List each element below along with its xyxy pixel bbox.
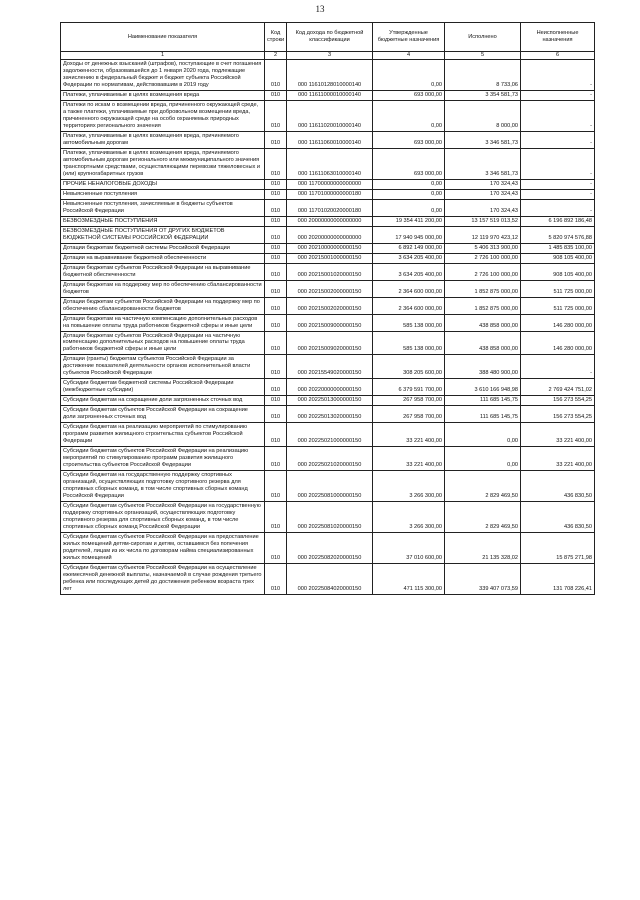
row-unexecuted: - bbox=[521, 131, 595, 148]
row-line-code: 010 bbox=[265, 226, 287, 243]
row-approved: 3 266 300,00 bbox=[373, 471, 445, 502]
row-executed: 2 829 469,50 bbox=[445, 471, 521, 502]
row-name: Субсидии бюджетам на государственную поддержку спортивных организаций, осуществляющих подготовку спортивного резерва для спортивных сборных команд, в том числе спортивных сборных команд Российской Федерации bbox=[61, 471, 265, 502]
row-unexecuted: 908 105 400,00 bbox=[521, 263, 595, 280]
table-row bbox=[61, 243, 595, 253]
row-approved: 2 364 600 000,00 bbox=[373, 280, 445, 297]
row-executed: 3 610 166 948,98 bbox=[445, 379, 521, 396]
row-approved: 33 221 400,00 bbox=[373, 447, 445, 471]
row-unexecuted: 146 280 000,00 bbox=[521, 331, 595, 355]
table-row bbox=[61, 253, 595, 263]
row-budget-code: 000 11701000000000180 bbox=[287, 189, 373, 199]
row-executed: 111 685 145,75 bbox=[445, 396, 521, 406]
row-name: Дотации бюджетам на поддержку мер по обеспечению сбалансированности бюджетов bbox=[61, 280, 265, 297]
row-unexecuted: 908 105 400,00 bbox=[521, 253, 595, 263]
row-name: Платежи по искам о возмещении вреда, причиненного окружающей среде, а также платежи, уплачиваемые при добровольном возмещении вреда, причиненного окружающей среде на особо охраняемых природных территориях регионального значения bbox=[61, 100, 265, 131]
row-budget-code: 000 20215002000000150 bbox=[287, 280, 373, 297]
row-executed: 2 726 100 000,00 bbox=[445, 263, 521, 280]
row-budget-code: 000 11700000000000000 bbox=[287, 179, 373, 189]
row-name: Невыясненные поступления bbox=[61, 189, 265, 199]
row-name: Субсидии бюджетам субъектов Российской Федерации на государственную поддержку спортивных организаций, осуществляющих подготовку спортивного резерва для спортивных сборных команд, в том числе спортивных сборных команд Российской Федерации bbox=[61, 502, 265, 533]
row-executed: 0,00 bbox=[445, 447, 521, 471]
row-approved: 17 940 945 000,00 bbox=[373, 226, 445, 243]
header-unexecuted: Неисполненные назначения bbox=[521, 23, 595, 52]
row-unexecuted: 33 221 400,00 bbox=[521, 423, 595, 447]
row-budget-code: 000 20215001000000150 bbox=[287, 253, 373, 263]
row-name: Дотации бюджетам субъектов Российской Федерации на поддержку мер по обеспечению сбалансированности бюджетов bbox=[61, 297, 265, 314]
row-budget-code: 000 20215009020000150 bbox=[287, 331, 373, 355]
row-executed: 388 480 900,00 bbox=[445, 355, 521, 379]
row-name: Дотации на выравнивание бюджетной обеспеченности bbox=[61, 253, 265, 263]
column-number: 3 bbox=[287, 52, 373, 60]
row-unexecuted: - bbox=[521, 60, 595, 91]
row-executed: 0,00 bbox=[445, 423, 521, 447]
table-row bbox=[61, 564, 595, 595]
row-approved: 0,00 bbox=[373, 60, 445, 91]
table-row bbox=[61, 379, 595, 396]
header-approved: Утвержденные бюджетные назначения bbox=[373, 23, 445, 52]
row-budget-code: 000 20215001020000150 bbox=[287, 263, 373, 280]
table-row bbox=[61, 100, 595, 131]
row-executed: 5 406 313 900,00 bbox=[445, 243, 521, 253]
row-unexecuted: 146 280 000,00 bbox=[521, 314, 595, 331]
row-line-code: 010 bbox=[265, 243, 287, 253]
column-number: 6 bbox=[521, 52, 595, 60]
column-number: 5 bbox=[445, 52, 521, 60]
row-name: Субсидии бюджетам субъектов Российской Федерации на осуществление ежемесячной денежной выплаты, назначаемой в случае рождения третьего ребенка или последующих детей до достижения ребенком возраста трех лет bbox=[61, 564, 265, 595]
row-executed: 170 324,43 bbox=[445, 179, 521, 189]
row-budget-code: 000 20225081020000150 bbox=[287, 502, 373, 533]
row-executed: 2 829 469,50 bbox=[445, 502, 521, 533]
row-approved: 693 000,00 bbox=[373, 148, 445, 179]
row-line-code: 010 bbox=[265, 314, 287, 331]
row-executed: 438 858 000,00 bbox=[445, 314, 521, 331]
row-line-code: 010 bbox=[265, 396, 287, 406]
row-approved: 3 634 205 400,00 bbox=[373, 263, 445, 280]
row-budget-code: 000 11611060010000140 bbox=[287, 131, 373, 148]
row-unexecuted: 5 820 974 576,88 bbox=[521, 226, 595, 243]
row-budget-code: 000 11611000010000140 bbox=[287, 90, 373, 100]
row-approved: 471 115 300,00 bbox=[373, 564, 445, 595]
row-unexecuted: - bbox=[521, 179, 595, 189]
row-executed: 2 726 100 000,00 bbox=[445, 253, 521, 263]
row-approved: 6 379 591 700,00 bbox=[373, 379, 445, 396]
row-line-code: 010 bbox=[265, 253, 287, 263]
row-approved: 267 958 700,00 bbox=[373, 406, 445, 423]
row-approved: 0,00 bbox=[373, 199, 445, 216]
header-budget-code: Код дохода по бюджетной классификации bbox=[287, 23, 373, 52]
row-name: Платежи, уплачиваемые в целях возмещения вреда, причиняемого автомобильным дорогам регионального или межмуниципального значения транспортными средствами, осуществляющими перевозки тяжеловесных и (или) крупногабаритных грузов bbox=[61, 148, 265, 179]
row-executed: 438 858 000,00 bbox=[445, 331, 521, 355]
table-row bbox=[61, 148, 595, 179]
row-unexecuted: 33 221 400,00 bbox=[521, 447, 595, 471]
row-unexecuted: 436 830,50 bbox=[521, 502, 595, 533]
row-approved: 6 892 149 000,00 bbox=[373, 243, 445, 253]
row-unexecuted: - bbox=[521, 100, 595, 131]
row-unexecuted: 6 196 892 186,48 bbox=[521, 216, 595, 226]
row-line-code: 010 bbox=[265, 564, 287, 595]
row-unexecuted: - bbox=[521, 199, 595, 216]
row-line-code: 010 bbox=[265, 423, 287, 447]
table-row bbox=[61, 179, 595, 189]
row-line-code: 010 bbox=[265, 148, 287, 179]
header-indicator-name: Наименование показателя bbox=[61, 23, 265, 52]
row-line-code: 010 bbox=[265, 189, 287, 199]
row-line-code: 010 bbox=[265, 331, 287, 355]
row-line-code: 010 bbox=[265, 471, 287, 502]
row-approved: 3 266 300,00 bbox=[373, 502, 445, 533]
row-unexecuted: 131 708 226,41 bbox=[521, 564, 595, 595]
row-unexecuted: 511 725 000,00 bbox=[521, 297, 595, 314]
row-name: Субсидии бюджетам на реализацию мероприятий по стимулированию программ развития жилищного строительства субъектов Российской Федерации bbox=[61, 423, 265, 447]
row-approved: 693 000,00 bbox=[373, 90, 445, 100]
table-row bbox=[61, 396, 595, 406]
row-line-code: 010 bbox=[265, 131, 287, 148]
row-name: Дотации (гранты) бюджетам субъектов Российской Федерации за достижение показателей деятельности органов исполнительной власти субъектов Российской Федерации bbox=[61, 355, 265, 379]
row-approved: 37 010 600,00 bbox=[373, 533, 445, 564]
row-name: Доходы от денежных взысканий (штрафов), поступающие в счет погашения задолженности, образовавшейся до 1 января 2020 года, подлежащие зачислению в федеральный бюджет и бюджет субъекта Российской Федерации по нормативам, действовавшим в 2019 году bbox=[61, 60, 265, 91]
row-budget-code: 000 20210000000000150 bbox=[287, 243, 373, 253]
row-executed: 3 346 581,73 bbox=[445, 131, 521, 148]
row-unexecuted: - bbox=[521, 189, 595, 199]
row-budget-code: 000 11611063010000140 bbox=[287, 148, 373, 179]
row-unexecuted: 511 725 000,00 bbox=[521, 280, 595, 297]
table-header-row bbox=[61, 23, 595, 52]
row-budget-code: 000 20215009000000150 bbox=[287, 314, 373, 331]
row-budget-code: 000 20215002020000150 bbox=[287, 297, 373, 314]
row-unexecuted: 156 273 554,25 bbox=[521, 396, 595, 406]
row-name: БЕЗВОЗМЕЗДНЫЕ ПОСТУПЛЕНИЯ ОТ ДРУГИХ БЮДЖЕТОВ БЮДЖЕТНОЙ СИСТЕМЫ РОССИЙСКОЙ ФЕДЕРАЦИИ bbox=[61, 226, 265, 243]
row-line-code: 010 bbox=[265, 199, 287, 216]
row-executed: 21 135 328,02 bbox=[445, 533, 521, 564]
row-approved: 2 364 600 000,00 bbox=[373, 297, 445, 314]
table-row bbox=[61, 447, 595, 471]
table-row bbox=[61, 355, 595, 379]
table-row bbox=[61, 189, 595, 199]
column-number: 1 bbox=[61, 52, 265, 60]
table-row bbox=[61, 533, 595, 564]
table-row bbox=[61, 297, 595, 314]
table-row bbox=[61, 199, 595, 216]
column-number: 4 bbox=[373, 52, 445, 60]
row-executed: 8 000,00 bbox=[445, 100, 521, 131]
row-budget-code: 000 20215549020000150 bbox=[287, 355, 373, 379]
row-budget-code: 000 11611020010000140 bbox=[287, 100, 373, 131]
row-unexecuted: - bbox=[521, 90, 595, 100]
row-executed: 13 157 519 013,52 bbox=[445, 216, 521, 226]
row-executed: 111 685 145,75 bbox=[445, 406, 521, 423]
row-approved: 585 138 000,00 bbox=[373, 331, 445, 355]
row-budget-code: 000 11610128010000140 bbox=[287, 60, 373, 91]
row-name: Субсидии бюджетам на сокращение доли загрязненных сточных вод bbox=[61, 396, 265, 406]
row-budget-code: 000 20225021020000150 bbox=[287, 447, 373, 471]
table-row bbox=[61, 226, 595, 243]
budget-execution-table bbox=[60, 22, 595, 595]
row-name: ПРОЧИЕ НЕНАЛОГОВЫЕ ДОХОДЫ bbox=[61, 179, 265, 189]
row-line-code: 010 bbox=[265, 216, 287, 226]
row-line-code: 010 bbox=[265, 502, 287, 533]
row-budget-code: 000 20225013020000150 bbox=[287, 406, 373, 423]
row-line-code: 010 bbox=[265, 355, 287, 379]
row-name: Дотации бюджетам бюджетной системы Российской Федерации bbox=[61, 243, 265, 253]
row-approved: 19 354 411 200,00 bbox=[373, 216, 445, 226]
row-approved: 0,00 bbox=[373, 100, 445, 131]
row-unexecuted: - bbox=[521, 148, 595, 179]
row-unexecuted: 15 875 271,98 bbox=[521, 533, 595, 564]
row-unexecuted: 1 485 835 100,00 bbox=[521, 243, 595, 253]
column-number-row bbox=[61, 52, 595, 60]
row-name: Платежи, уплачиваемые в целях возмещения вреда bbox=[61, 90, 265, 100]
row-approved: 693 000,00 bbox=[373, 131, 445, 148]
header-executed: Исполнено bbox=[445, 23, 521, 52]
row-executed: 170 324,43 bbox=[445, 189, 521, 199]
row-unexecuted: - bbox=[521, 355, 595, 379]
row-executed: 3 346 581,73 bbox=[445, 148, 521, 179]
table-row bbox=[61, 280, 595, 297]
row-approved: 0,00 bbox=[373, 179, 445, 189]
row-line-code: 010 bbox=[265, 533, 287, 564]
row-name: Дотации бюджетам субъектов Российской Федерации на частичную компенсацию дополнительных расходов на повышение оплаты труда работников бюджетной сферы и иные цели bbox=[61, 331, 265, 355]
table-body bbox=[61, 60, 595, 595]
page-number: 13 bbox=[315, 4, 325, 14]
row-name: Невыясненные поступления, зачисляемые в бюджеты субъектов Российской Федерации bbox=[61, 199, 265, 216]
row-budget-code: 000 11701020020000180 bbox=[287, 199, 373, 216]
row-approved: 3 634 205 400,00 bbox=[373, 253, 445, 263]
row-line-code: 010 bbox=[265, 406, 287, 423]
row-line-code: 010 bbox=[265, 447, 287, 471]
row-approved: 267 958 700,00 bbox=[373, 396, 445, 406]
row-name: Платежи, уплачиваемые в целях возмещения вреда, причиняемого автомобильным дорогам bbox=[61, 131, 265, 148]
row-line-code: 010 bbox=[265, 100, 287, 131]
row-budget-code: 000 20225081000000150 bbox=[287, 471, 373, 502]
table-row bbox=[61, 131, 595, 148]
row-name: Субсидии бюджетам субъектов Российской Федерации на реализацию мероприятий по стимулированию программ развития жилищного строительства субъектов Российской Федерации bbox=[61, 447, 265, 471]
table-row bbox=[61, 471, 595, 502]
row-unexecuted: 2 769 424 751,02 bbox=[521, 379, 595, 396]
row-approved: 585 138 000,00 bbox=[373, 314, 445, 331]
row-executed: 3 354 581,73 bbox=[445, 90, 521, 100]
row-executed: 1 852 875 000,00 bbox=[445, 280, 521, 297]
row-name: Дотации бюджетам субъектов Российской Федерации на выравнивание бюджетной обеспеченности bbox=[61, 263, 265, 280]
row-budget-code: 000 20200000000000000 bbox=[287, 226, 373, 243]
header-line-code: Код строки bbox=[265, 23, 287, 52]
table-row bbox=[61, 90, 595, 100]
row-line-code: 010 bbox=[265, 297, 287, 314]
row-approved: 33 221 400,00 bbox=[373, 423, 445, 447]
row-line-code: 010 bbox=[265, 60, 287, 91]
row-line-code: 010 bbox=[265, 179, 287, 189]
row-budget-code: 000 20220000000000150 bbox=[287, 379, 373, 396]
row-line-code: 010 bbox=[265, 90, 287, 100]
row-executed: 170 324,43 bbox=[445, 199, 521, 216]
row-budget-code: 000 20225082020000150 bbox=[287, 533, 373, 564]
row-line-code: 010 bbox=[265, 280, 287, 297]
row-name: Субсидии бюджетам бюджетной системы Российской Федерации (межбюджетные субсидии) bbox=[61, 379, 265, 396]
row-budget-code: 000 20225013000000150 bbox=[287, 396, 373, 406]
table-row bbox=[61, 216, 595, 226]
table-row bbox=[61, 502, 595, 533]
row-unexecuted: 156 273 554,25 bbox=[521, 406, 595, 423]
row-approved: 308 205 600,00 bbox=[373, 355, 445, 379]
row-name: БЕЗВОЗМЕЗДНЫЕ ПОСТУПЛЕНИЯ bbox=[61, 216, 265, 226]
table-row bbox=[61, 331, 595, 355]
table-row bbox=[61, 406, 595, 423]
row-executed: 8 733,06 bbox=[445, 60, 521, 91]
table-row bbox=[61, 263, 595, 280]
row-unexecuted: 436 830,50 bbox=[521, 471, 595, 502]
row-executed: 12 119 970 423,12 bbox=[445, 226, 521, 243]
row-name: Субсидии бюджетам субъектов Российской Федерации на сокращение доли загрязненных сточных вод bbox=[61, 406, 265, 423]
row-approved: 0,00 bbox=[373, 189, 445, 199]
row-name: Субсидии бюджетам субъектов Российской Федерации на предоставление жилых помещений детям-сиротам и детям, оставшимся без попечения родителей, лицам из их числа по договорам найма специализированных жилых помещений bbox=[61, 533, 265, 564]
row-name: Дотации бюджетам на частичную компенсацию дополнительных расходов на повышение оплаты труда работников бюджетной сферы и иные цели bbox=[61, 314, 265, 331]
row-line-code: 010 bbox=[265, 263, 287, 280]
row-budget-code: 000 20000000000000000 bbox=[287, 216, 373, 226]
column-number: 2 bbox=[265, 52, 287, 60]
row-executed: 339 407 073,59 bbox=[445, 564, 521, 595]
table-row bbox=[61, 423, 595, 447]
table-row bbox=[61, 60, 595, 91]
row-executed: 1 852 875 000,00 bbox=[445, 297, 521, 314]
row-line-code: 010 bbox=[265, 379, 287, 396]
row-budget-code: 000 20225021000000150 bbox=[287, 423, 373, 447]
table-row bbox=[61, 314, 595, 331]
row-budget-code: 000 20225084020000150 bbox=[287, 564, 373, 595]
